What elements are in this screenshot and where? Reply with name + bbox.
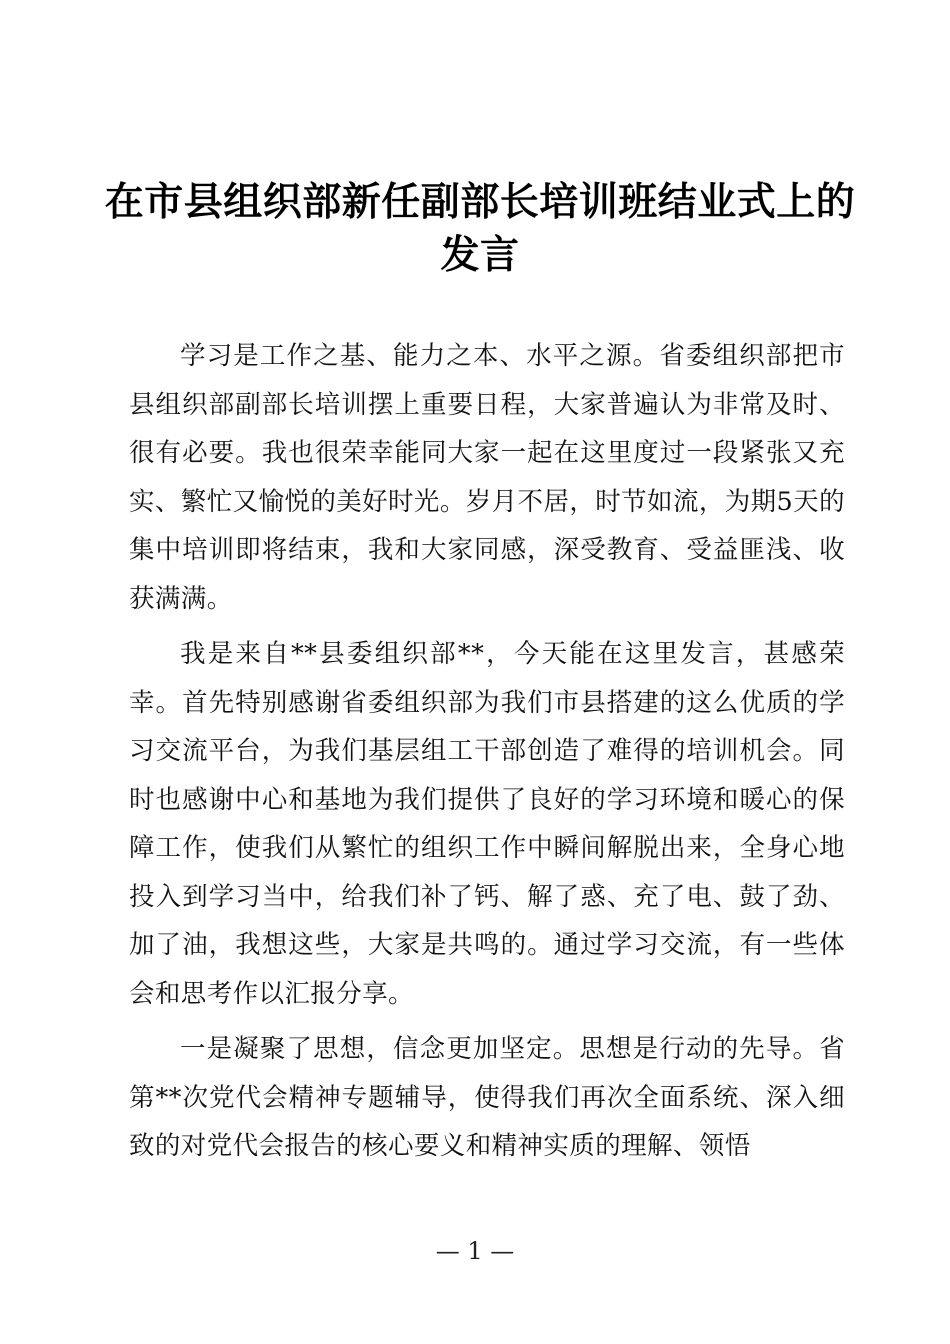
paragraph-1: 学习是工作之基、能力之本、水平之源。省委组织部把市县组织部副部长培训摆上重要日程，大家普遍认为非常及时、很有必要。我也很荣幸能同大家一起在这里度过一段紧张又充实、繁忙又愉悦的美好时光。岁月不居，时节如流，为期5天的集中培训即将结束，我和大家同感，深受教育、受益匪浅、收获满满。 [129, 341, 845, 614]
page-number: — 1 — [435, 1237, 515, 1265]
paragraph-3: 一是凝聚了思想，信念更加坚定。思想是行动的先导。省第**次党代会精神专题辅导，使得我们再次全面系统、深入细致的对党代会报告的核心要义和精神实质的理解、领悟 [129, 1034, 845, 1161]
document-body [129, 332, 845, 1178]
document-title: 在市县组织部新任副部长培训班结业式上的发言 [104, 179, 856, 278]
paragraph-2: 我是来自**县委组织部**，今天能在这里发言，甚感荣幸。首先特别感谢省委组织部为我们市县搭建的这么优质的学习交流平台，为我们基层组工干部创造了难得的培训机会。同时也感谢中心和基地为我们提供了良好的学习环境和暖心的保障工作，使我们从繁忙的组织工作中瞬间解脱出来，全身心地投入到学习当中，给我们补了钙、解了惑、充了电、鼓了劲、加了油，我想这些，大家是共鸣的。通过学习交流，有一些体会和思考作以汇报分享。 [129, 639, 845, 1009]
